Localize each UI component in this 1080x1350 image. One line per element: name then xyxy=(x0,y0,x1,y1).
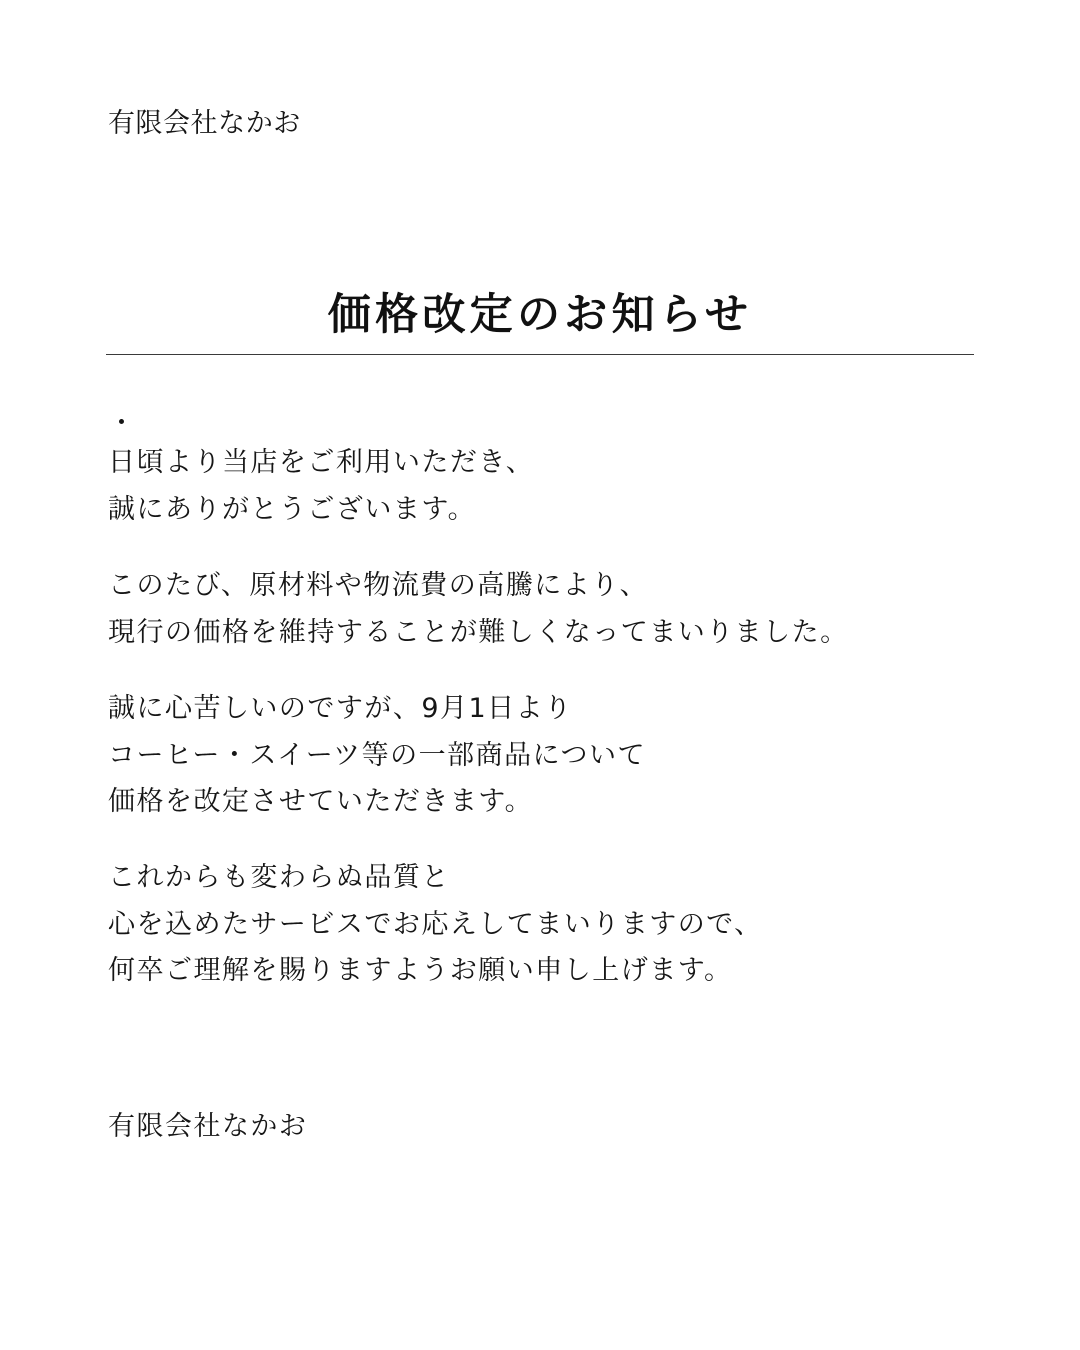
paragraph-2-line-1: このたび、原材料や物流費の高騰により、 xyxy=(108,570,649,602)
paragraph-1-line-1: 日頃より当店をご利用いただき、 xyxy=(108,447,535,479)
notice-body xyxy=(108,408,990,995)
company-name-footer: 有限会社なかお xyxy=(108,1111,308,1142)
company-name-header: 有限会社なかお xyxy=(108,108,301,139)
lead-dot: ・ xyxy=(108,408,137,439)
paragraph-2-line-2: 現行の価格を維持することが難しくなってまいりました。 xyxy=(108,616,849,648)
paragraph-4-line-1: これからも変わらぬ品質と xyxy=(108,862,450,894)
paragraph-4-line-2: 心を込めたサービスでお応えしてまいりますので、 xyxy=(108,908,763,940)
page-title: 価格改定のお知らせ xyxy=(327,289,753,340)
paragraph-1-line-2: 誠にありがとうございます。 xyxy=(108,493,477,525)
paragraph-3-line-2: コーヒー・スイーツ等の一部商品について xyxy=(108,739,646,771)
paragraph-3-line-3: 価格を改定させていただきます。 xyxy=(108,786,534,818)
paragraph-3-line-1: 誠に心苦しいのですが、9月1日より xyxy=(108,693,573,725)
paragraph-4-line-3: 何卒ご理解を賜りますようお願い申し上げます。 xyxy=(108,955,733,987)
title-divider xyxy=(106,354,974,355)
